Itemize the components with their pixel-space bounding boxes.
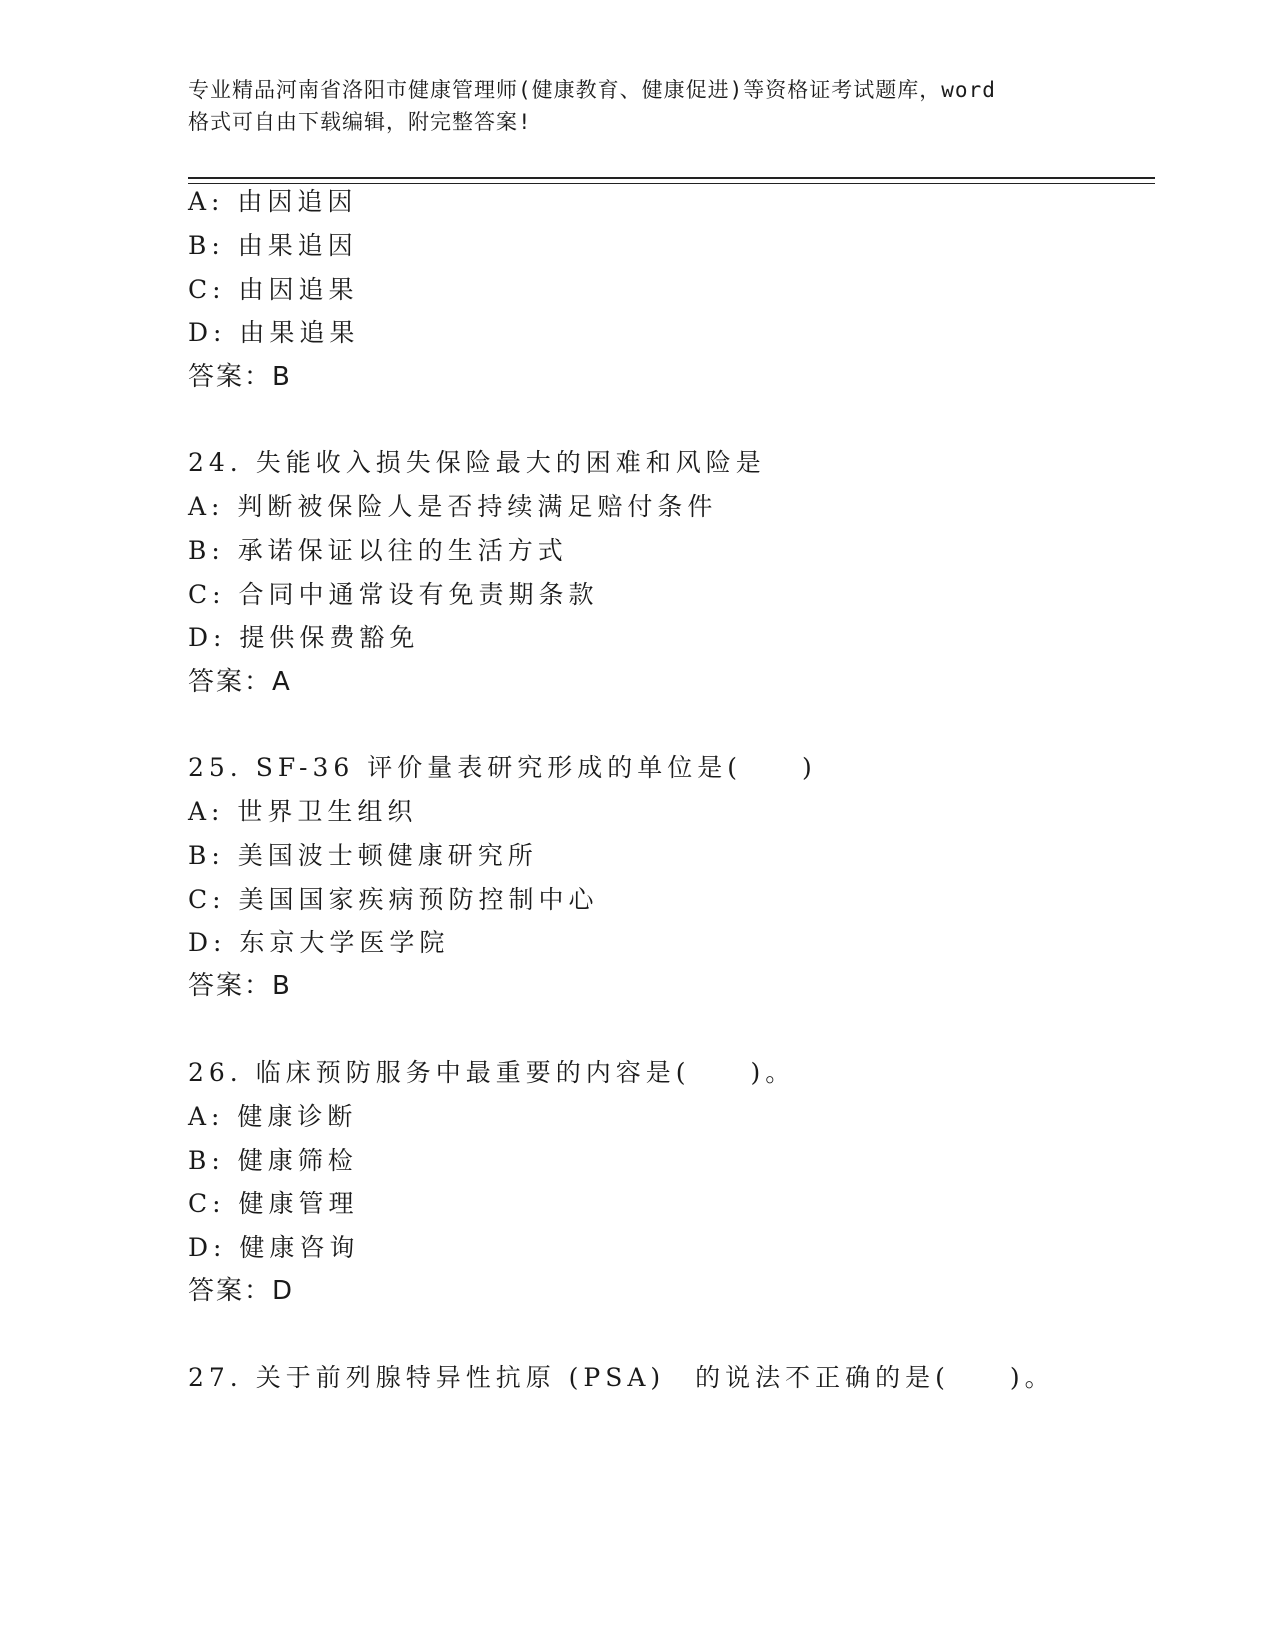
- q26-option-c: C: 健康管理: [188, 1189, 359, 1218]
- q23-option-c: C: 由因追果: [188, 275, 359, 304]
- q24-answer: 答案：A: [188, 667, 292, 697]
- q26-answer: 答案：D: [188, 1276, 295, 1306]
- q26-option-b: B: 健康筛检: [188, 1146, 358, 1175]
- q25-option-d: D: 东京大学医学院: [188, 928, 450, 957]
- q26-question: 26. 临床预防服务中最重要的内容是( )。: [188, 1058, 796, 1087]
- q24-option-c: C: 合同中通常设有免责期条款: [188, 580, 599, 609]
- q25-option-b: B: 美国波士顿健康研究所: [188, 841, 538, 870]
- q24-option-b: B: 承诺保证以往的生活方式: [188, 536, 568, 565]
- q23-option-b: B: 由果追因: [188, 231, 358, 260]
- q23-answer: 答案：B: [188, 362, 292, 392]
- q23-option-a: A: 由因追因: [188, 187, 358, 216]
- q26-option-a: A: 健康诊断: [188, 1102, 358, 1131]
- q26-option-d: D: 健康咨询: [188, 1233, 360, 1262]
- q25-answer: 答案：B: [188, 971, 292, 1001]
- q24-option-a: A: 判断被保险人是否持续满足赔付条件: [188, 492, 718, 521]
- header-divider-thin: [188, 183, 1155, 184]
- header-divider-thick: [188, 177, 1155, 179]
- header-line-1: 专业精品河南省洛阳市健康管理师(健康教育、健康促进)等资格证考试题库，word: [188, 78, 996, 102]
- header-line-2: 格式可自由下载编辑，附完整答案!: [188, 110, 532, 134]
- q24-question: 24. 失能收入损失保险最大的困难和风险是: [188, 448, 766, 477]
- q27-question: 27. 关于前列腺特异性抗原 (PSA) 的说法不正确的是( )。: [188, 1363, 1055, 1392]
- document-header: [188, 74, 1088, 138]
- q23-option-d: D: 由果追果: [188, 318, 360, 347]
- q25-question: 25. SF-36 评价量表研究形成的单位是( ): [188, 753, 817, 782]
- q25-option-c: C: 美国国家疾病预防控制中心: [188, 885, 599, 914]
- q25-option-a: A: 世界卫生组织: [188, 797, 418, 826]
- q24-option-d: D: 提供保费豁免: [188, 623, 420, 652]
